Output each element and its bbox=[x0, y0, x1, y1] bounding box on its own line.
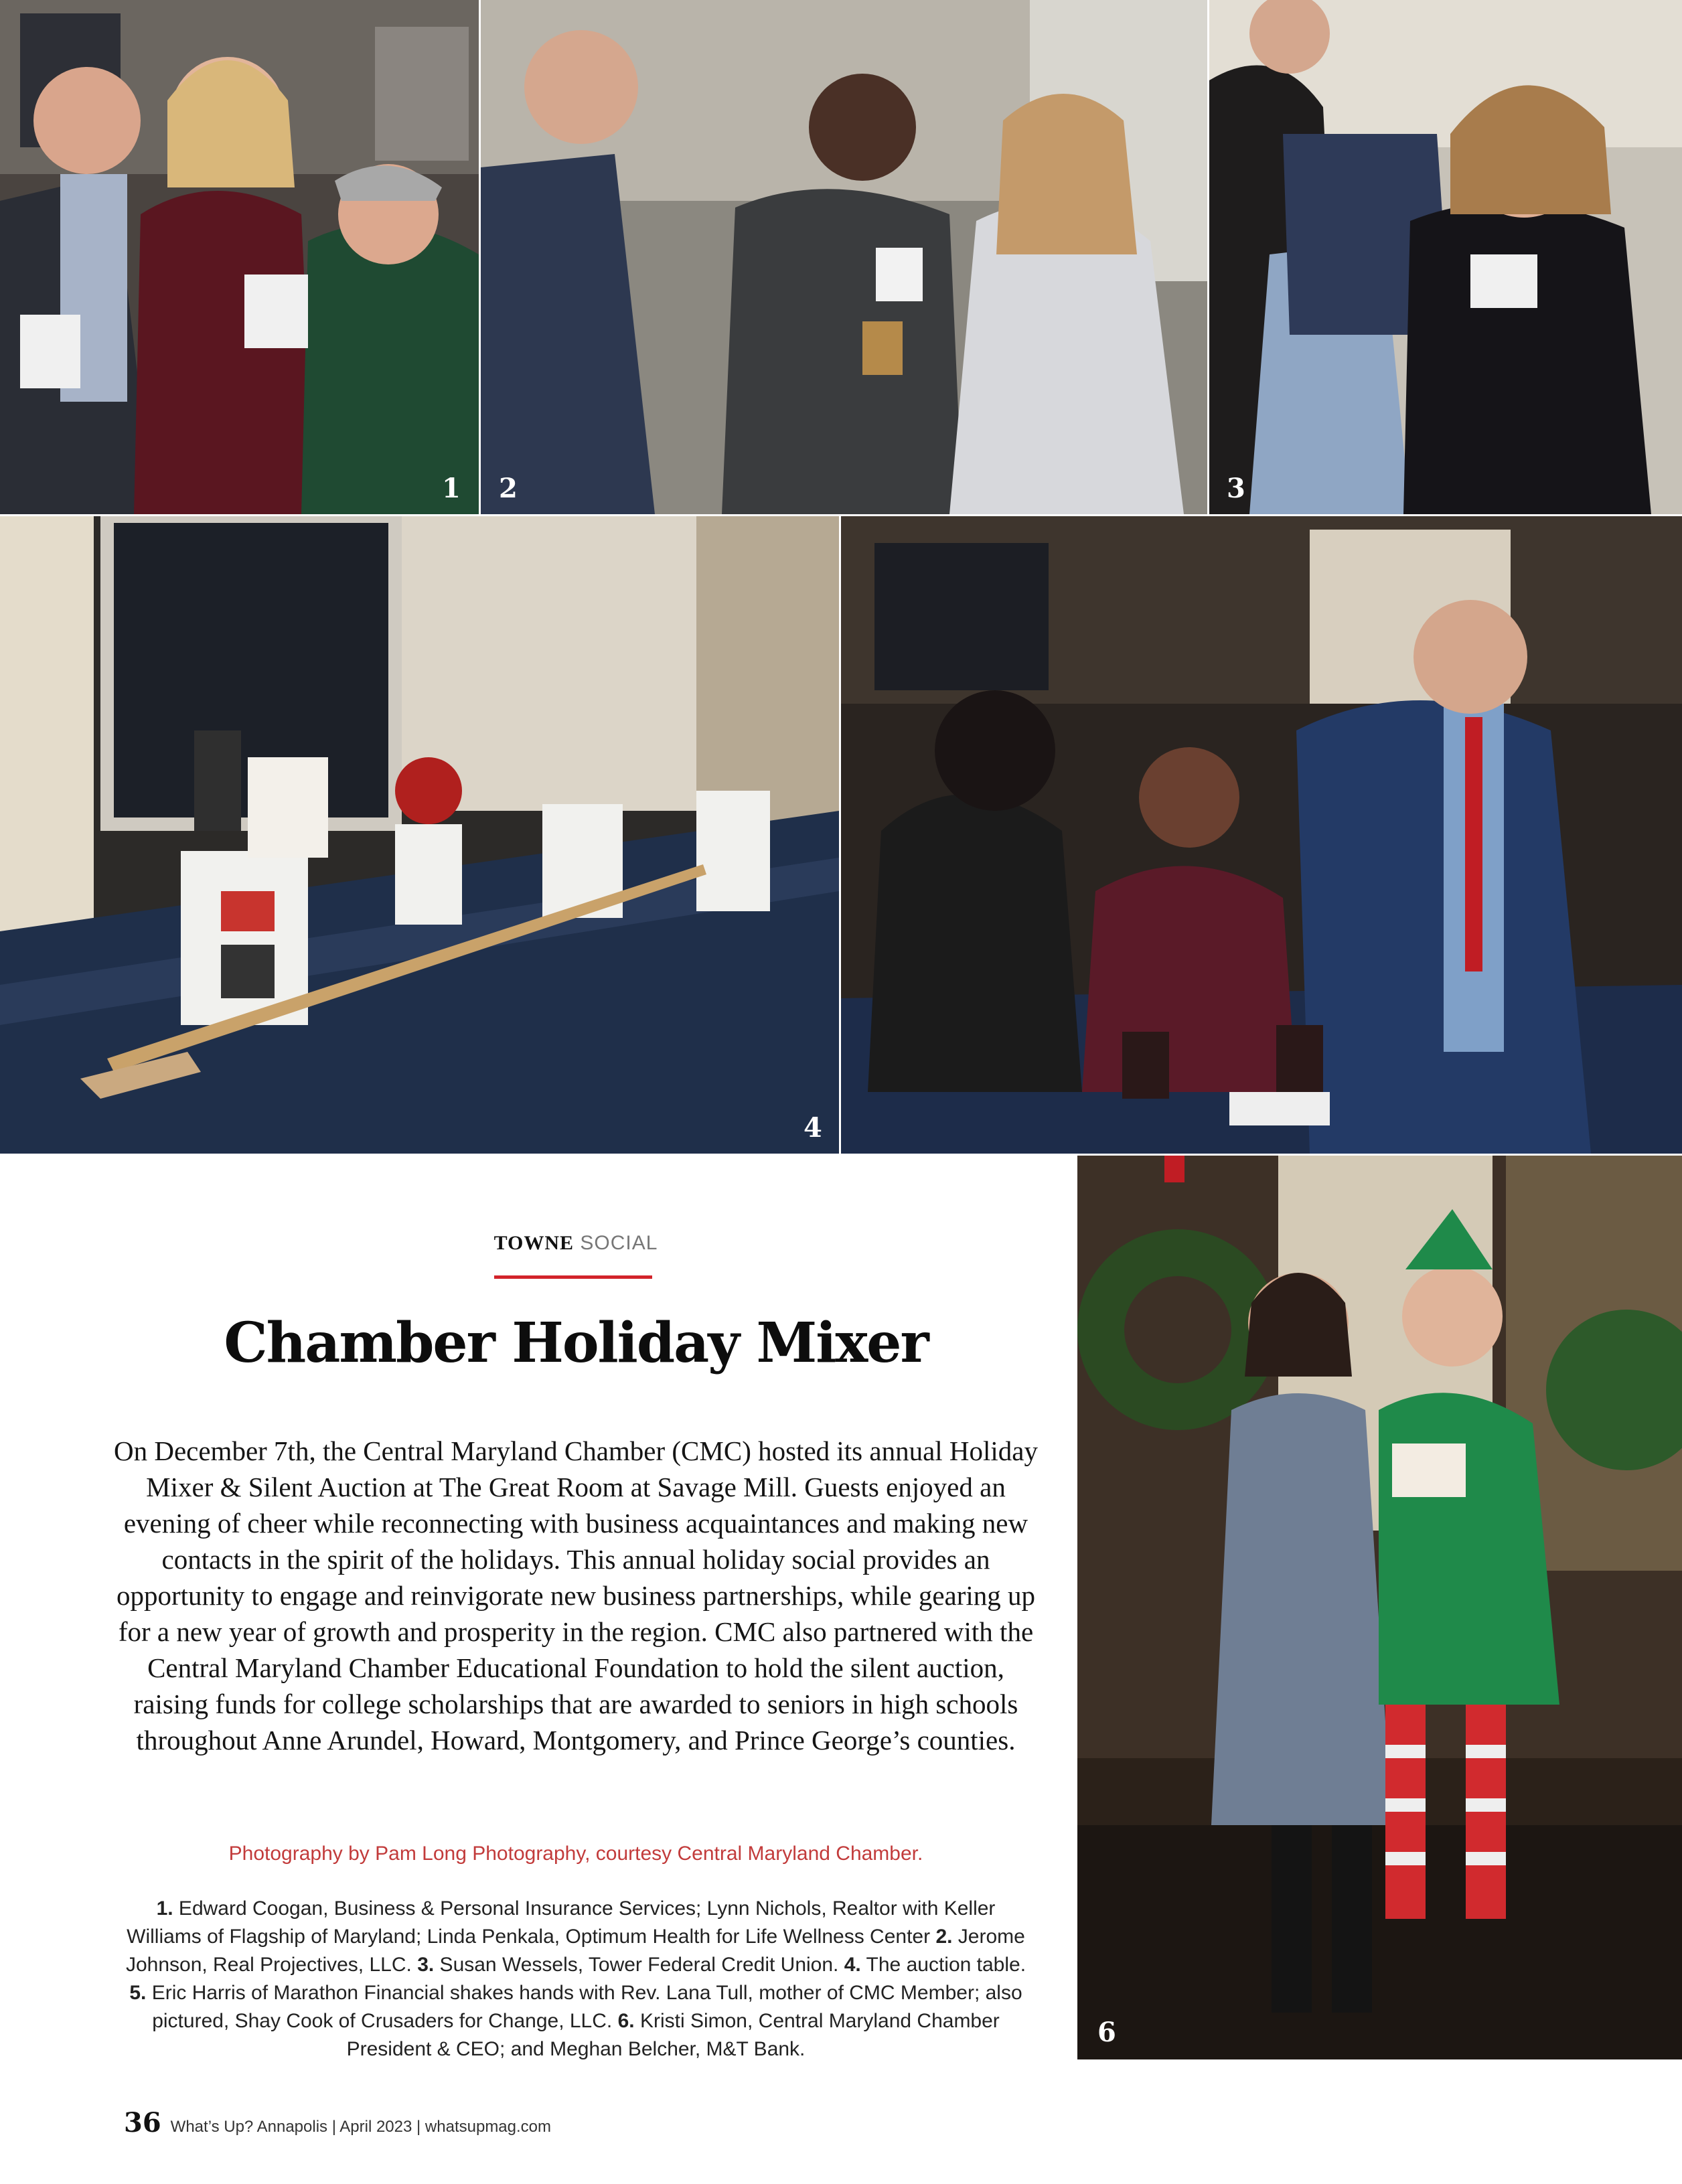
photo-2 bbox=[481, 0, 1207, 514]
photo-1 bbox=[0, 0, 479, 514]
caption-text: The auction table. bbox=[860, 1954, 1026, 1976]
photo-6 bbox=[1077, 1156, 1682, 2059]
article-body: On December 7th, the Central Maryland Chamber (CMC) hosted its annual Holiday Mixer & Silent Auction at The Great Room at Savage Mill. Guests enjoyed an evening of cheer while reconnecting with business acquaintances and making new contacts in the spirit of the holidays. This annual holiday social provides an opportunity to engage and reinvigorate new business partnerships, while gearing up for a new year of growth and prosperity in the region. CMC also partnered with the Central Maryland Chamber Educational Foundation to hold the silent auction, raising funds for college scholarships that are awarded to seniors in high schools throughout Anne Arundel, Howard, Montgomery, and Prince George’s counties. bbox=[114, 1435, 1039, 1756]
caption-number: 5. bbox=[129, 1982, 147, 2004]
caption-text: Eric Harris of Marathon Financial shakes hands with Rev. Lana Tull, mother of CMC Member; also pictured, Shay Cook of Crusaders for Change, LLC. bbox=[146, 1982, 1022, 2032]
photo-3-number: 3 bbox=[1227, 473, 1245, 504]
page-footer bbox=[124, 2107, 551, 2138]
photo-credit: Photography by Pam Long Photography, courtesy Central Maryland Chamber. bbox=[228, 1843, 923, 1865]
photo-5 bbox=[841, 516, 1682, 1154]
photo-4-number: 4 bbox=[804, 1112, 822, 1144]
photo-6-image bbox=[1077, 1156, 1682, 2059]
article-headline: Chamber Holiday Mixer bbox=[224, 1311, 928, 1375]
photo-4 bbox=[0, 516, 839, 1154]
photo-captions bbox=[124, 1895, 1028, 2063]
section-label-light: SOCIAL bbox=[580, 1232, 658, 1254]
section-label-bold: TOWNE bbox=[493, 1232, 575, 1254]
caption-text: Jerome Johnson, Real Projectives, LLC. bbox=[125, 1926, 1025, 1976]
caption-number: 4. bbox=[844, 1954, 861, 1976]
photo-1-number: 1 bbox=[442, 473, 461, 504]
publication-info: What’s Up? Annapolis | April 2023 | whatsupmag.com bbox=[170, 2118, 552, 2136]
caption-number: 6. bbox=[617, 2010, 635, 2032]
photo-3 bbox=[1209, 0, 1682, 514]
photo-3-image bbox=[1209, 0, 1682, 514]
section-divider bbox=[494, 1275, 652, 1279]
caption-number: 2. bbox=[935, 1926, 953, 1948]
photo-2-number: 2 bbox=[499, 473, 518, 504]
caption-text: Susan Wessels, Tower Federal Credit Union. bbox=[434, 1954, 844, 1976]
caption-number: 1. bbox=[156, 1897, 173, 1920]
photo-5-image bbox=[841, 516, 1682, 1154]
photo-6-number: 6 bbox=[1097, 2017, 1116, 2048]
photo-1-image bbox=[0, 0, 479, 514]
caption-text: Edward Coogan, Business & Personal Insurance Services; Lynn Nichols, Realtor with Keller Williams of Flagship of Maryland; Linda Penkala, Optimum Health for Life Wellness Center bbox=[127, 1897, 996, 1948]
photo-2-image bbox=[481, 0, 1207, 514]
photo-4-image bbox=[0, 516, 839, 1154]
caption-number: 3. bbox=[417, 1954, 435, 1976]
section-label bbox=[415, 1232, 737, 1255]
caption-text: Kristi Simon, Central Maryland Chamber President & CEO; and Meghan Belcher, M&T Bank. bbox=[346, 2010, 1000, 2060]
page-number: 36 bbox=[124, 2107, 161, 2138]
